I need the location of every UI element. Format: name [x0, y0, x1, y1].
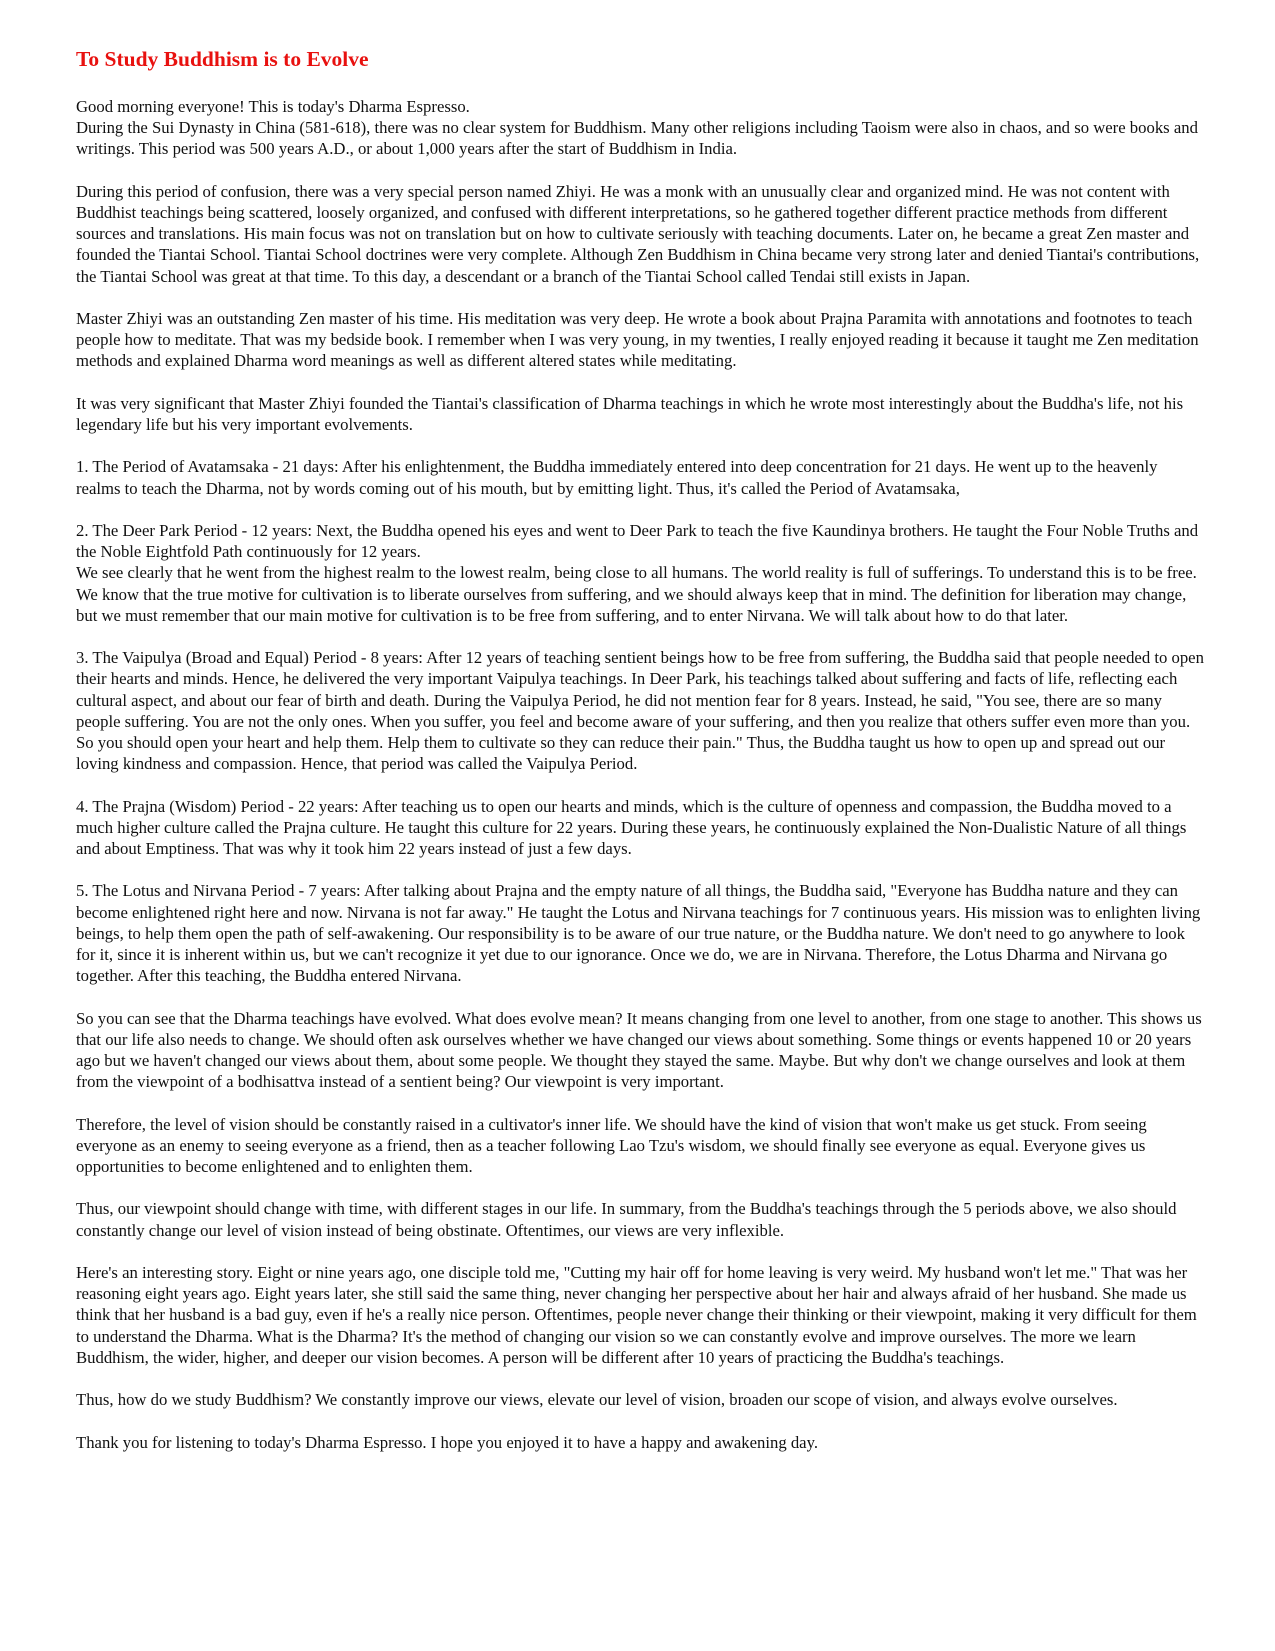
paragraph: Here's an interesting story. Eight or nine years ago, one disciple told me, "Cutting my hair off for home leaving is very weird. My husband won't let me." That was her reasoning eight years ago. Eight years later, she still said the same thing, never changing her perspective about her hair and always afraid of her husband. She made us think that her husband is a bad guy, even if he's a really nice person. Oftentimes, people never change their thinking or their viewpoint, making it very difficult for them to understand the Dharma. What is the Dharma? It's the method of changing our vision so we can constantly evolve and improve ourselves. The more we learn Buddhism, the wider, higher, and deeper our vision becomes. A person will be different after 10 years of practicing the Buddha's teachings.: [76, 1262, 1197, 1367]
paragraph: Therefore, the level of vision should be constantly raised in a cultivator's inner life. We should have the kind of vision that won't make us get stuck. From seeing everyone as an enemy to seeing everyone as a friend, then as a teacher following Lao Tzu's wisdom, we should finally see everyone as equal. Everyone gives us opportunities to become enlightened and to enlighten them.: [76, 1114, 1147, 1176]
paragraph: 5. The Lotus and Nirvana Period - 7 years: After talking about Prajna and the empty nature of all things, the Buddha said, "Everyone has Buddha nature and they can become enlightened right here and now. Nirvana is not far away." He taught the Lotus and Nirvana teachings for 7 continuous years. His mission was to enlighten living beings, to help them open the path of self-awakening. Our responsibility is to be aware of our true nature, or the Buddha nature. We don't need to go anywhere to look for it, since it is inherent within us, but we can't recognize it yet due to our ignorance. Once we do, we are in Nirvana. Therefore, the Lotus Dharma and Nirvana go together. After this teaching, the Buddha entered Nirvana.: [76, 881, 1201, 986]
paragraph: Good morning everyone! This is today's Dharma Espresso.: [76, 97, 470, 116]
paragraph-spacer: [76, 499, 1206, 520]
paragraph-spacer: [76, 626, 1206, 647]
paragraph: 3. The Vaipulya (Broad and Equal) Period - 8 years: After 12 years of teaching sentient beings how to be free from suffering, the Buddha said that people needed to open their hearts and minds. Hence, he delivered the very important Vaipulya teachings. In Deer Park, his teachings talked about suffering and facts of life, reflecting each cultural aspect, and about our fear of birth and death. During the Vaipulya Period, he did not mention fear for 8 years. Instead, he said, "You see, there are so many people suffering. You are not the only ones. When you suffer, you feel and become aware of your suffering, and then you realize that others suffer even more than you. So you should open your heart and help them. Help them to cultivate so they can reduce their pain." Thus, the Buddha taught us how to open up and spread out our loving kindness and compassion. Hence, that period was called the Vaipulya Period.: [76, 648, 1204, 774]
paragraph: During the Sui Dynasty in China (581-618), there was no clear system for Buddhism. Many other religions including Taoism were also in chaos, and so were books and writings. This period was 500 years A.D., or about 1,000 years after the start of Buddhism in India.: [76, 118, 1198, 159]
paragraph-spacer: [76, 1241, 1206, 1262]
paragraph-spacer: [76, 1368, 1206, 1389]
paragraph-spacer: [76, 1410, 1206, 1431]
paragraph: Thus, our viewpoint should change with time, with different stages in our life. In summary, from the Buddha's teachings through the 5 periods above, we also should constantly change our level of vision instead of being obstinate. Oftentimes, our views are very inflexible.: [76, 1199, 1177, 1240]
paragraph: 4. The Prajna (Wisdom) Period - 22 years: After teaching us to open our hearts and minds, which is the culture of openness and compassion, the Buddha moved to a much higher culture called the Prajna culture. He taught this culture for 22 years. During these years, he continuously explained the Non-Dualistic Nature of all things and about Emptiness. That was why it took him 22 years instead of just a few days.: [76, 796, 1187, 858]
paragraph-spacer: [76, 774, 1206, 795]
paragraph-spacer: [76, 1177, 1206, 1198]
paragraph: 2. The Deer Park Period - 12 years: Next, the Buddha opened his eyes and went to Deer Park to teach the five Kaundinya brothers. He taught the Four Noble Truths and the Noble Eightfold Path continuously for 12 years.: [76, 520, 1199, 562]
document-body: [76, 96, 1206, 1453]
paragraph: So you can see that the Dharma teachings have evolved. What does evolve mean? It means changing from one level to another, from one stage to another. This shows us that our life also needs to change. We should often ask ourselves whether we have changed our views about something. Some things or events happened 10 or 20 years ago but we haven't changed our views about them, about some people. We thought they stayed the same. Maybe. But why don't we change ourselves and look at them from the viewpoint of a bodhisattva instead of a sentient being? Our viewpoint is very important.: [76, 1008, 1202, 1092]
paragraph: Thus, how do we study Buddhism? We constantly improve our views, elevate our level of vision, broaden our scope of vision, and always evolve ourselves.: [76, 1390, 1118, 1410]
document-title: To Study Buddhism is to Evolve: [76, 47, 369, 71]
paragraph-spacer: [76, 372, 1206, 393]
paragraph-spacer: [76, 435, 1206, 456]
paragraph: 1. The Period of Avatamsaka - 21 days: After his enlightenment, the Buddha immediately entered into deep concentration for 21 days. He went up to the heavenly realms to teach the Dharma, not by words coming out of his mouth, but by emitting light. Thus, it's called the Period of Avatamsaka,: [76, 457, 1158, 498]
paragraph-spacer: [76, 160, 1206, 181]
paragraph-spacer: [76, 287, 1206, 308]
paragraph-spacer: [76, 1092, 1206, 1113]
paragraph-spacer: [76, 859, 1206, 880]
paragraph: Thank you for listening to today's Dharma Espresso. I hope you enjoyed it to have a happy and awakening day.: [76, 1432, 819, 1452]
paragraph: It was very significant that Master Zhiyi founded the Tiantai's classification of Dharma teachings in which he wrote most interestingly about the Buddha's life, not his legendary life but his very important evolvements.: [76, 393, 1184, 434]
paragraph: We see clearly that he went from the highest realm to the lowest realm, being close to all humans. The world reality is full of sufferings. To understand this is to be free. We know that the true motive for cultivation is to liberate ourselves from suffering, and we should always keep that in mind. The definition for liberation may change, but we must remember that our main motive for cultivation is to be free from suffering, and to enter Nirvana. We will talk about how to do that later.: [76, 563, 1197, 625]
paragraph: Master Zhiyi was an outstanding Zen master of his time. His meditation was very deep. He wrote a book about Prajna Paramita with annotations and footnotes to teach people how to meditate. That was my bedside book. I remember when I was very young, in my twenties, I really enjoyed reading it because it taught me Zen meditation methods and explained Dharma word meanings as well as different altered states while meditating.: [76, 309, 1199, 371]
document-page: [76, 46, 1206, 1453]
paragraph-spacer: [76, 986, 1206, 1007]
paragraph: During this period of confusion, there was a very special person named Zhiyi. He was a monk with an unusually clear and organized mind. He was not content with Buddhist teachings being scattered, loosely organized, and confused with different interpretations, so he gathered together different practice methods from different sources and translations. His main focus was not on translation but on how to cultivate seriously with teaching documents. Later on, he became a great Zen master and founded the Tiantai School. Tiantai School doctrines were very complete. Although Zen Buddhism in China became very strong later and denied Tiantai's contributions, the Tiantai School was great at that time. To this day, a descendant or a branch of the Tiantai School called Tendai still exists in Japan.: [76, 181, 1200, 286]
